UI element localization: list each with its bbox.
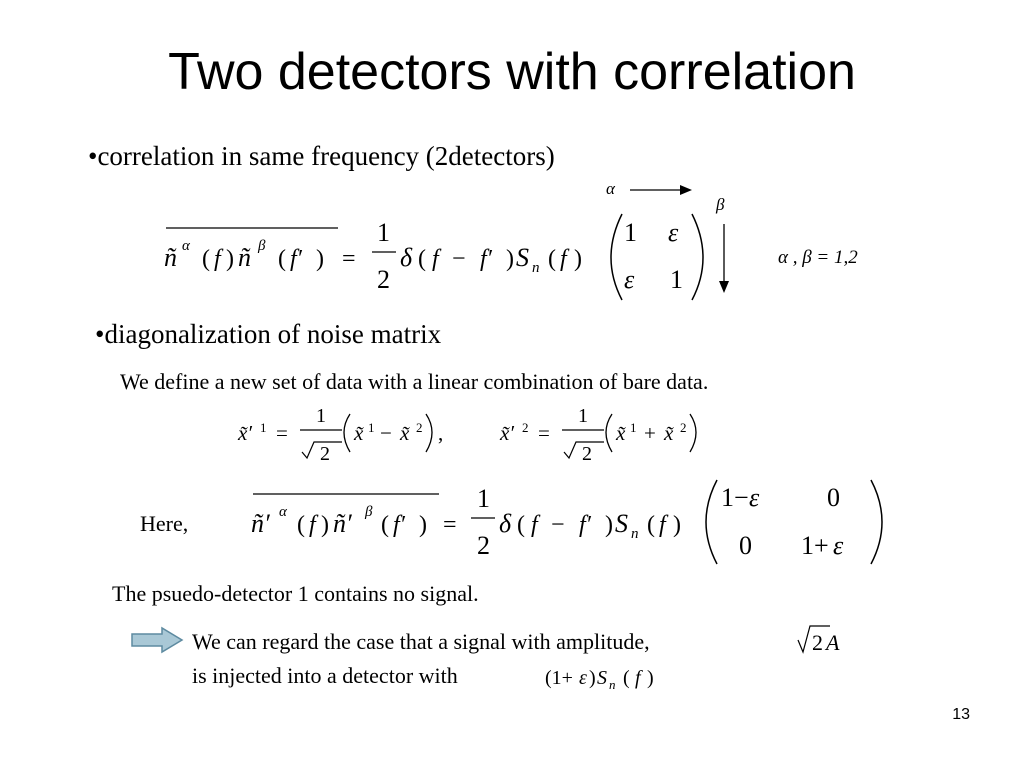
- svg-text:1: 1: [377, 218, 390, 247]
- svg-text:f′: f′: [480, 246, 492, 272]
- svg-text:β: β: [365, 504, 373, 520]
- svg-text:β: β: [258, 238, 266, 254]
- svg-text:2: 2: [477, 531, 490, 560]
- svg-text:): ): [574, 246, 582, 272]
- svg-text:): ): [226, 246, 234, 272]
- svg-text:): ): [673, 512, 681, 538]
- svg-text:): ): [506, 246, 514, 272]
- svg-text:S: S: [615, 509, 628, 538]
- definition-text: We define a new set of data with a linear combination of bare data.: [120, 369, 709, 394]
- svg-text:(: (: [418, 246, 426, 272]
- svg-text:(: (: [647, 512, 655, 538]
- svg-text:1−: 1−: [721, 483, 749, 512]
- slide-title: Two detectors with correlation: [168, 43, 856, 101]
- conclusion-line-2: is injected into a detector with: [192, 663, 458, 688]
- svg-text:n: n: [631, 526, 639, 542]
- svg-text:1+: 1+: [801, 531, 829, 560]
- svg-text:α: α: [279, 504, 287, 520]
- svg-text:1: 1: [578, 405, 588, 427]
- svg-text:f: f: [531, 512, 538, 538]
- conclusion-line-1: We can regard the case that a signal with amplitude,: [192, 629, 650, 654]
- svg-text:): ): [316, 246, 324, 272]
- svg-text:ñ: ñ: [164, 243, 177, 272]
- svg-text:−: −: [452, 246, 466, 272]
- svg-text:f′: f′: [290, 246, 302, 272]
- svg-text:α: α: [606, 179, 615, 198]
- equation-amplitude: [796, 622, 866, 658]
- svg-text:1: 1: [260, 420, 267, 435]
- svg-text:δ: δ: [400, 243, 413, 272]
- svg-text:A: A: [826, 630, 840, 655]
- svg-text:): ): [321, 512, 329, 538]
- svg-text:1: 1: [630, 420, 637, 435]
- svg-text:=: =: [443, 512, 457, 538]
- svg-text:f: f: [635, 667, 641, 689]
- equation-pseudo-correlation: [245, 476, 895, 576]
- svg-text:0: 0: [739, 531, 752, 560]
- svg-text:β: β: [716, 195, 725, 214]
- svg-text:(: (: [278, 246, 286, 272]
- svg-text:2: 2: [416, 420, 423, 435]
- right-arrow-icon: [130, 626, 186, 656]
- svg-text:(: (: [548, 246, 556, 272]
- bullet-correlation: •correlation in same frequency (2detectors): [88, 141, 555, 171]
- svg-text:x̃′: x̃′: [238, 421, 252, 445]
- svg-text:α: α: [182, 238, 190, 254]
- here-label: Here,: [140, 511, 189, 536]
- index-range: α , β = 1,2: [778, 247, 858, 268]
- equation-new-data: [230, 400, 730, 470]
- svg-text:x̃: x̃: [664, 421, 674, 445]
- svg-text:f′: f′: [579, 512, 591, 538]
- svg-text:f: f: [432, 246, 439, 272]
- svg-text:ε: ε: [579, 667, 587, 689]
- svg-text:(: (: [381, 512, 389, 538]
- svg-text:2: 2: [812, 630, 823, 655]
- equation-noise-psd: [545, 662, 695, 694]
- svg-text:f: f: [659, 512, 666, 538]
- svg-text:1: 1: [368, 420, 375, 435]
- svg-text:(: (: [623, 667, 630, 689]
- svg-text:n: n: [609, 677, 616, 692]
- svg-text:1: 1: [624, 218, 637, 247]
- svg-text:): ): [589, 667, 596, 689]
- svg-text:x̃′: x̃′: [500, 421, 514, 445]
- bullet-diagonalization: •diagonalization of noise matrix: [95, 319, 442, 349]
- svg-text:1: 1: [670, 265, 683, 294]
- svg-text:): ): [419, 512, 427, 538]
- svg-text:=: =: [538, 421, 550, 445]
- svg-text:ε: ε: [668, 218, 679, 247]
- svg-text:(: (: [517, 512, 525, 538]
- svg-text:S: S: [597, 667, 607, 689]
- svg-text:ε: ε: [749, 483, 760, 512]
- equation-correlation: [150, 180, 880, 305]
- pseudo-detector-note: The psuedo-detector 1 contains no signal.: [112, 581, 479, 606]
- svg-text:ñ: ñ: [238, 243, 251, 272]
- svg-text:(1+: (1+: [545, 667, 573, 689]
- svg-text:2: 2: [522, 420, 529, 435]
- svg-text:ε: ε: [624, 265, 635, 294]
- svg-text:f: f: [309, 512, 316, 538]
- svg-text:2: 2: [582, 443, 592, 465]
- svg-text:0: 0: [827, 483, 840, 512]
- svg-text:(: (: [202, 246, 210, 272]
- svg-text:−: −: [551, 512, 565, 538]
- svg-text:f: f: [214, 246, 221, 272]
- svg-text:=: =: [342, 246, 356, 272]
- svg-text:δ: δ: [499, 509, 512, 538]
- svg-text:1: 1: [316, 405, 326, 427]
- svg-text:=: =: [276, 421, 288, 445]
- svg-text:1: 1: [477, 484, 490, 513]
- svg-text:+: +: [644, 421, 656, 445]
- svg-text:,: ,: [438, 421, 444, 445]
- svg-text:S: S: [516, 243, 529, 272]
- svg-text:(: (: [297, 512, 305, 538]
- svg-text:−: −: [380, 421, 392, 445]
- svg-text:2: 2: [377, 265, 390, 294]
- svg-text:f: f: [560, 246, 567, 272]
- svg-text:f′: f′: [393, 512, 405, 538]
- page-number: 13: [952, 706, 970, 723]
- svg-text:2: 2: [320, 443, 330, 465]
- svg-text:x̃: x̃: [400, 421, 410, 445]
- svg-text:2: 2: [680, 420, 687, 435]
- svg-text:ñ′: ñ′: [251, 509, 270, 538]
- svg-text:x̃: x̃: [354, 421, 364, 445]
- svg-text:): ): [605, 512, 613, 538]
- svg-text:x̃: x̃: [616, 421, 626, 445]
- svg-text:ñ′: ñ′: [333, 509, 352, 538]
- svg-text:ε: ε: [833, 531, 844, 560]
- svg-text:): ): [647, 667, 654, 689]
- svg-text:n: n: [532, 260, 540, 276]
